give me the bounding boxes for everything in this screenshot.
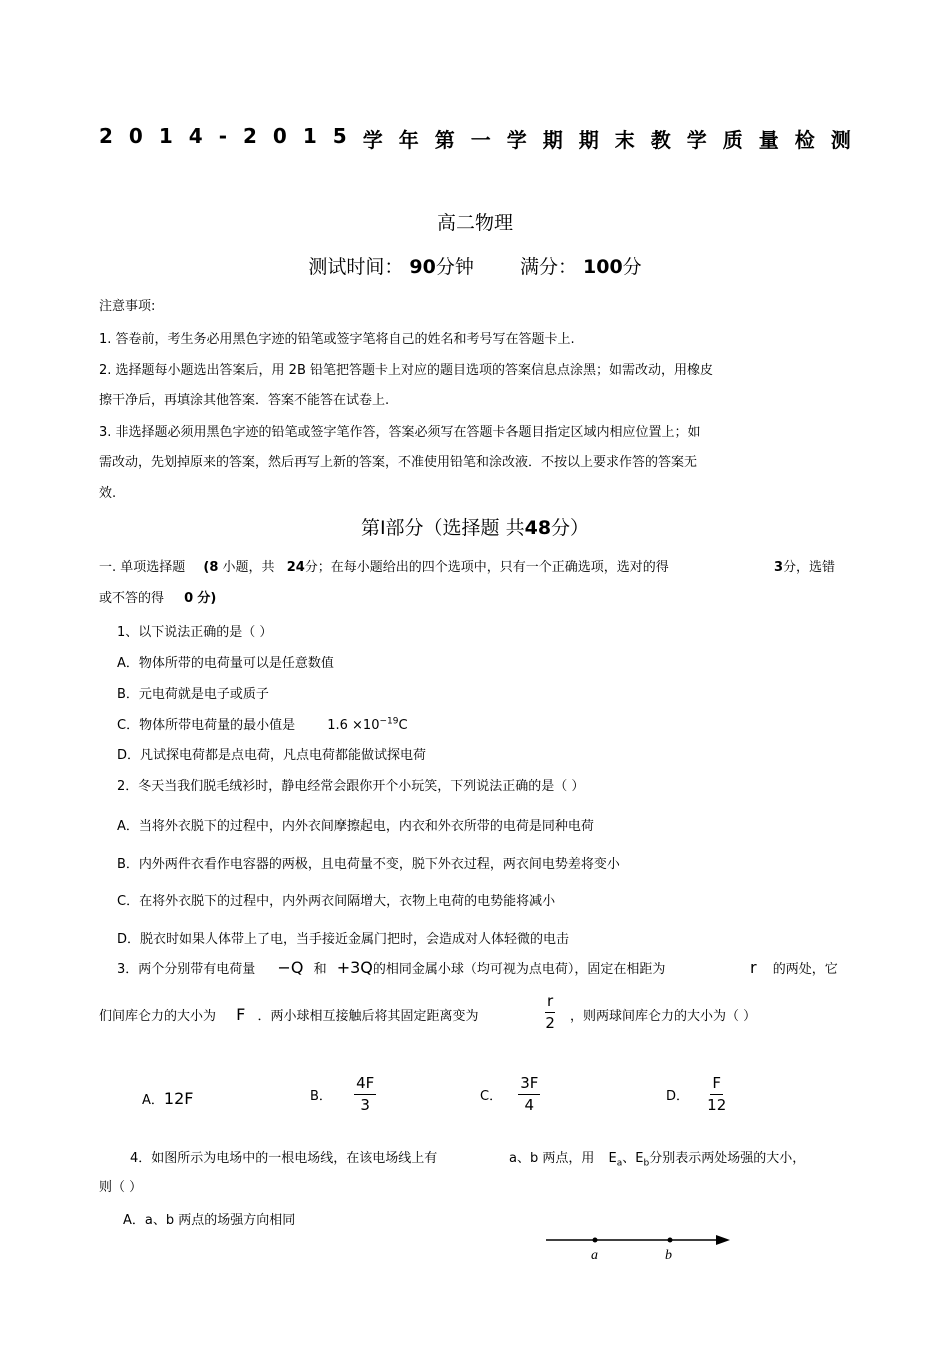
q3-fraction-den: 2: [545, 1014, 555, 1032]
title-char: -: [218, 124, 227, 148]
score-label: 满分：: [519, 256, 577, 278]
q1-option-d: D．凡试探电荷都是点电荷，凡点电荷都能做试探电荷: [117, 748, 427, 763]
title-char: 1: [302, 124, 317, 148]
q3-stem-text: 的两处，它: [772, 962, 838, 977]
q3-and: 和: [313, 962, 327, 977]
q3-stem-end: [750, 958, 838, 977]
q3-force-f: F: [236, 1005, 246, 1024]
q4-stem: 4．如图所示为电场中的一根电场线，在该电场线上有: [130, 1151, 438, 1166]
section1-text: 或不答的得: [99, 591, 165, 606]
q4-stem-text: a、b 两点，用: [509, 1151, 595, 1166]
q3-option-c-den: 4: [524, 1096, 535, 1114]
exam-title: [99, 124, 851, 153]
q3-option-b: [310, 1075, 376, 1114]
q3-option-d: [666, 1075, 726, 1114]
section1-text: 小题，共: [222, 560, 275, 575]
q4-option-a: A．a、b 两点的场强方向相同: [123, 1213, 296, 1228]
q4-stem-2: [509, 1147, 805, 1169]
q3-option-d-den: 12: [707, 1096, 727, 1114]
notice-line: 需改动，先划掉原来的答案，然后再写上新的答案，不准使用铅笔和涂改液．不按以上要求作答的答案无: [99, 455, 698, 470]
score-value: 100: [583, 256, 623, 278]
q2-option-a: A．当将外衣脱下的过程中，内外衣间摩擦起电，内衣和外衣所带的电荷是同种电荷: [117, 819, 594, 834]
q3-option-c-num: 3F: [518, 1075, 540, 1095]
time-value: 90: [409, 256, 436, 278]
title-char: 检: [794, 128, 815, 152]
title-char: 学: [686, 128, 707, 152]
q1-stem: 1、以下说法正确的是（ ）: [117, 625, 273, 640]
q2-option-d: D．脱衣时如果人体带上了电，当手接近金属门把时，会造成对人体轻微的电击: [117, 932, 570, 947]
section1-intro: [99, 556, 669, 575]
title-char: 1: [158, 124, 173, 148]
electric-field-line-figure: [540, 1226, 740, 1266]
q3-option-b-label: B．: [310, 1089, 332, 1104]
q3-stem-text: 3．两个分别带有电荷量: [117, 962, 256, 977]
title-char: 一: [470, 128, 491, 152]
point-b-label: b: [665, 1248, 672, 1263]
part1-heading: [0, 513, 950, 540]
title-char: 年: [398, 128, 419, 152]
section1-text: 分): [197, 591, 217, 606]
notice-heading: 注意事项:: [99, 299, 156, 314]
q2-stem: 2．冬天当我们脱毛绒衫时，静电经常会跟你开个小玩笑，下列说法正确的是（ ）: [117, 779, 585, 794]
title-char: 第: [434, 128, 455, 152]
q1-option-c-value: 1.6 ×10: [327, 718, 380, 733]
q4-field-ea-sub: a: [616, 1158, 623, 1169]
title-char: 5: [332, 124, 347, 148]
q3-option-b-num: 4F: [354, 1075, 376, 1095]
q3-stem: [117, 958, 665, 977]
title-char: 0: [272, 124, 287, 148]
field-arrow-icon: [716, 1235, 730, 1245]
section1-title: 一. 单项选择题: [99, 560, 186, 575]
part1-heading-text: 第Ⅰ部分（选择题 共: [360, 517, 525, 539]
subject-title: 高二物理: [436, 212, 513, 234]
notice-line: 擦干净后，再填涂其他答案．答案不能答在试卷上.: [99, 393, 390, 408]
q3-option-c-label: C．: [480, 1089, 503, 1104]
q3-line2-text: ．两小球相互接触后将其固定距离变为: [257, 1009, 479, 1024]
notice-line: 2. 选择题每小题选出答案后，用 2B 铅笔把答题卡上对应的题目选项的答案信息点涂黑；如需改动，用橡皮: [99, 363, 713, 378]
q3-option-d-num: F: [710, 1075, 723, 1095]
section1-text: 分；在每小题给出的四个选项中，只有一个正确选项，选对的得: [304, 560, 669, 575]
title-char: 2: [99, 124, 113, 148]
title-char: 质: [722, 128, 743, 152]
q3-line2: [99, 1005, 479, 1024]
q1-option-c: [117, 714, 408, 733]
q3-option-c: [480, 1075, 540, 1114]
q3-fraction-r-over-2: [545, 993, 555, 1032]
q3-line2-end: ，则两球间库仑力的大小为（ ）: [570, 1009, 757, 1024]
score-unit: 分: [622, 256, 642, 278]
title-char: 教: [650, 128, 671, 152]
q1-option-c-unit: C: [398, 718, 408, 733]
section1-points: 24: [286, 560, 305, 575]
section1-text: 分，选错: [783, 560, 836, 575]
notice-line: 效.: [99, 486, 117, 501]
section1-zero: 0: [184, 591, 194, 606]
time-unit: 分钟: [435, 256, 474, 278]
q3-option-a-value: 12F: [163, 1089, 194, 1108]
q1-option-c-exponent: −19: [379, 716, 399, 727]
q4-field-ea: E: [608, 1151, 617, 1166]
notice-line: 1. 答卷前，考生务必用黑色字迹的铅笔或签字笔将自己的姓名和考号写在答题卡上.: [99, 332, 575, 347]
q3-charge-negative: −Q: [277, 958, 304, 977]
point-b: [668, 1238, 673, 1243]
part1-heading-end: 分）: [551, 517, 590, 539]
title-char: 期: [542, 128, 563, 152]
title-char: 量: [758, 128, 779, 152]
title-char: 2: [243, 124, 257, 148]
q1-option-c-text: C．物体所带电荷量的最小值是: [117, 718, 296, 733]
q1-option-a: A．物体所带的电荷量可以是任意数值: [117, 656, 334, 671]
title-char: 期: [578, 128, 599, 152]
q4-stem-text: 分别表示两处场强的大小，: [649, 1151, 806, 1166]
notice-line: 3. 非选择题必须用黑色字迹的铅笔或签字笔作答，答案必须写在答题卡各题目指定区域内相应位置上；如: [99, 425, 701, 440]
q2-option-c: C．在将外衣脱下的过程中，内外两衣间隔增大，衣物上电荷的电势能将减小: [117, 894, 556, 909]
time-label: 测试时间：: [308, 256, 404, 278]
title-char: 学: [506, 128, 527, 152]
q4-line2: 则（ ）: [99, 1180, 143, 1195]
title-char: 末: [614, 128, 635, 152]
section1-count: (8: [203, 560, 219, 575]
section1-per-question: 3: [774, 560, 784, 575]
q3-charge-positive: +3Q: [336, 958, 373, 977]
q3-option-a-label: A．: [142, 1093, 164, 1108]
q4-sep: 、: [622, 1151, 636, 1166]
q4-field-eb: E: [635, 1151, 644, 1166]
title-char: 测: [830, 128, 851, 152]
q3-option-b-den: 3: [360, 1096, 370, 1114]
q1-option-b: B．元电荷就是电子或质子: [117, 687, 269, 702]
point-a-label: a: [591, 1248, 598, 1263]
point-a: [593, 1238, 598, 1243]
title-char: 0: [128, 124, 143, 148]
title-char: 学: [362, 128, 383, 152]
q3-option-a: [142, 1089, 193, 1108]
q3-option-d-label: D．: [666, 1089, 690, 1104]
q3-stem-text: 的相同金属小球（均可视为点电荷），固定在相距为: [372, 962, 666, 977]
section1-intro-line2: [99, 587, 216, 606]
q4-field-eb-sub: b: [643, 1158, 650, 1169]
title-char: 4: [188, 124, 203, 148]
q3-distance-r: r: [750, 958, 757, 977]
q3-fraction-num: r: [545, 993, 555, 1013]
exam-meta: [0, 252, 950, 279]
part1-heading-count: 48: [524, 517, 552, 539]
q2-option-b: B．内外两件衣看作电容器的两极，且电荷量不变，脱下外衣过程，两衣间电势差将变小: [117, 857, 620, 872]
section1-intro-end: [774, 556, 835, 575]
q3-line2-text: 们间库仑力的大小为: [99, 1009, 217, 1024]
